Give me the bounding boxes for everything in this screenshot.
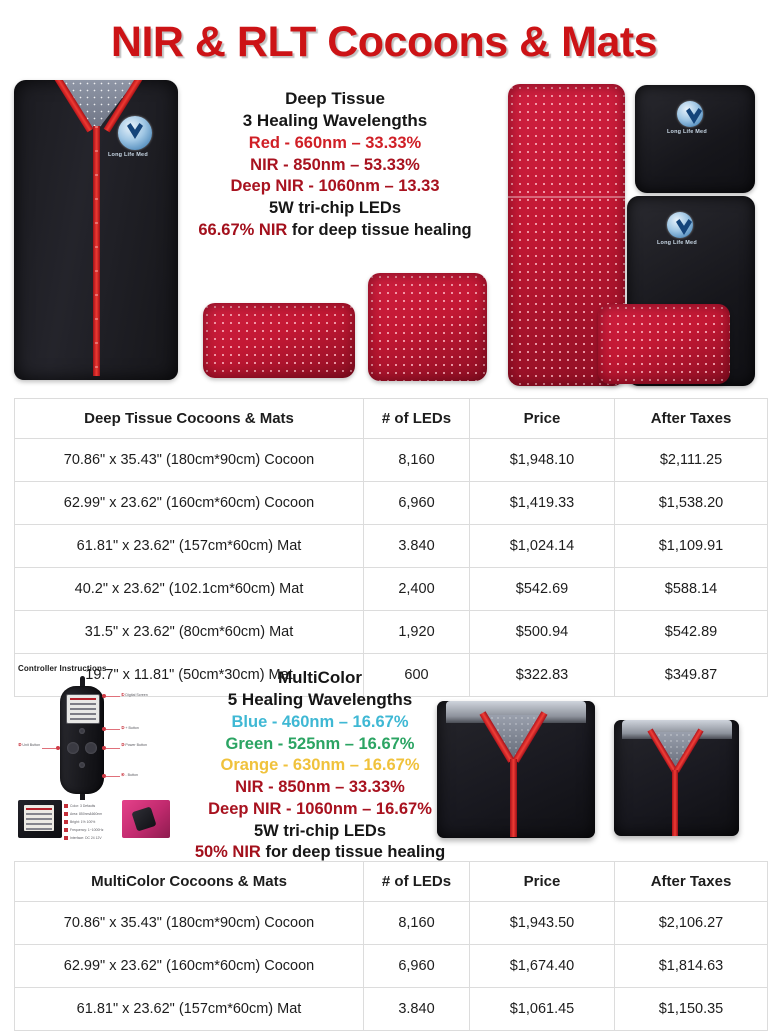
column-header-product: Deep Tissue Cocoons & Mats: [15, 399, 364, 439]
deep-tissue-footer-rest: for deep tissue healing: [287, 220, 472, 239]
multicolor-wavelength-green: Green - 525nm – 16.67%: [225, 734, 415, 753]
multicolor-footer-rest: for deep tissue healing: [260, 843, 446, 862]
table-row: [15, 988, 768, 1031]
controller-plus-button: [79, 728, 85, 734]
product-image-deep-tissue-cocoon: [14, 80, 178, 380]
table-header-row: [15, 399, 768, 439]
controller-spec-list: [64, 800, 120, 838]
multicolor-heading: MultiColor: [277, 668, 363, 687]
cell-product: 61.81" x 23.62" (157cm*60cm) Mat: [15, 988, 364, 1031]
controller-instructions-image: [18, 664, 170, 839]
cell-after-taxes: $542.89: [615, 611, 768, 654]
callout-label-screen: ① Digital Screen: [121, 693, 148, 697]
table-row: [15, 611, 768, 654]
table-row: [15, 439, 768, 482]
cell-after-taxes: $1,150.35: [615, 988, 768, 1031]
multicolor-wavelength-nir: NIR - 850nm – 33.33%: [235, 778, 405, 797]
cell-leds: 6,960: [364, 945, 470, 988]
cocoon-zipper-center: [93, 126, 100, 376]
cell-after-taxes: $2,111.25: [615, 439, 768, 482]
deep-tissue-led-note: 5W tri-chip LEDs: [268, 199, 401, 218]
cell-after-taxes: $1,109.91: [615, 525, 768, 568]
controller-instructions-title: Controller Instructions: [18, 664, 107, 673]
cell-leds: 2,400: [364, 568, 470, 611]
spec-item: Interface: DC 24 12V: [64, 836, 120, 840]
cell-product: 19.7" x 11.81" (50cm*30cm) Mat: [15, 654, 364, 697]
deep-tissue-price-table: [14, 398, 768, 697]
multicolor-wavelength-blue: Blue - 460nm – 16.67%: [231, 712, 409, 731]
brand-logo-icon: [677, 101, 703, 127]
cell-after-taxes: $2,106.27: [615, 902, 768, 945]
cocoon-zipper-center: [672, 770, 678, 836]
cell-leds: 6,960: [364, 482, 470, 525]
cell-price: $1,948.10: [470, 439, 615, 482]
callout-label-power: ③ Power Button: [121, 743, 147, 747]
page-title: NIR & RLT Cocoons & Mats: [110, 18, 658, 66]
callout-label-unit: ⑤ Unit Button: [18, 743, 41, 747]
product-image-red-mat-wide: [598, 304, 730, 384]
deep-tissue-wavelength-nir: NIR - 850nm – 53.33%: [250, 155, 420, 174]
product-image-red-mat-medium: [368, 273, 487, 381]
deep-tissue-footer: [160, 220, 510, 242]
callout-line-unit: [42, 748, 56, 749]
cell-product: 70.86" x 35.43" (180cm*90cm) Cocoon: [15, 439, 364, 482]
controller-screen-readout: [24, 805, 54, 831]
column-header-product: MultiColor Cocoons & Mats: [15, 862, 364, 902]
controller-screen-closeup: [18, 800, 62, 838]
multicolor-spec-block: [170, 667, 470, 864]
cell-after-taxes: $588.14: [615, 568, 768, 611]
deep-tissue-heading: Deep Tissue: [285, 89, 385, 108]
cell-price: $1,674.40: [470, 945, 615, 988]
cell-product: 40.2" x 23.62" (102.1cm*60cm) Mat: [15, 568, 364, 611]
cell-leds: 600: [364, 654, 470, 697]
cell-after-taxes: $1,538.20: [615, 482, 768, 525]
cell-price: $1,419.33: [470, 482, 615, 525]
multicolor-led-note: 5W tri-chip LEDs: [253, 821, 386, 840]
controller-in-use-photo: [122, 800, 170, 838]
cell-product: 31.5" x 23.62" (80cm*60cm) Mat: [15, 611, 364, 654]
cell-leds: 8,160: [364, 902, 470, 945]
deep-tissue-subheading: 3 Healing Wavelengths: [242, 111, 428, 131]
table-row: [15, 525, 768, 568]
cell-price: $322.83: [470, 654, 615, 697]
column-header-after-taxes: After Taxes: [615, 862, 768, 902]
multicolor-price-table: [14, 861, 768, 1031]
controller-minus-button: [79, 762, 85, 768]
cell-after-taxes: $349.87: [615, 654, 768, 697]
controller-power-button: [85, 742, 97, 754]
product-image-multicolor-cocoon-large: [437, 701, 595, 838]
deep-tissue-footer-accent: 66.67% NIR: [198, 220, 288, 239]
cell-product: 61.81" x 23.62" (157cm*60cm) Mat: [15, 525, 364, 568]
column-header-leds: # of LEDs: [364, 862, 470, 902]
cell-leds: 3.840: [364, 988, 470, 1031]
column-header-leds: # of LEDs: [364, 399, 470, 439]
cell-leds: 8,160: [364, 439, 470, 482]
controller-handset: [60, 686, 104, 794]
spec-item: Frequency: 1~1000Hz: [64, 828, 120, 832]
callout-label-plus: ② + Button: [121, 726, 139, 730]
table-row: [15, 902, 768, 945]
spec-item: Area: 850nm&660nm: [64, 812, 120, 816]
product-image-red-mat-small: [203, 303, 355, 378]
deep-tissue-spec-block: [160, 88, 510, 242]
spec-item: Color: 3 Defaults: [64, 804, 120, 808]
controller-digital-screen: [66, 694, 100, 724]
brand-logo-label: Long Life Med: [108, 152, 148, 158]
cell-product: 70.86" x 35.43" (180cm*90cm) Cocoon: [15, 902, 364, 945]
column-header-price: Price: [470, 399, 615, 439]
table-row: [15, 945, 768, 988]
callout-line-power: [106, 748, 120, 749]
cell-product: 62.99" x 23.62" (160cm*60cm) Cocoon: [15, 945, 364, 988]
table-row: [15, 568, 768, 611]
table-row: [15, 482, 768, 525]
controller-unit-button: [67, 742, 79, 754]
cell-price: $542.69: [470, 568, 615, 611]
callout-label-minus: ④ - Button: [121, 773, 138, 777]
callout-line-screen: [106, 696, 120, 697]
cocoon-zipper-center: [510, 759, 517, 837]
callout-line-minus: [106, 776, 120, 777]
spec-item: Bright: 1% 100%: [64, 820, 120, 824]
cell-leds: 1,920: [364, 611, 470, 654]
controller-detail-strip: [18, 800, 170, 838]
column-header-price: Price: [470, 862, 615, 902]
table-header-row: [15, 862, 768, 902]
cell-price: $1,061.45: [470, 988, 615, 1031]
cell-price: $1,943.50: [470, 902, 615, 945]
multicolor-wavelength-orange: Orange - 630nm – 16.67%: [220, 756, 420, 775]
brand-logo-icon: [118, 116, 152, 150]
deep-tissue-wavelength-deep-nir: Deep NIR - 1060nm – 13.33: [230, 177, 440, 196]
multicolor-subheading: 5 Healing Wavelengths: [227, 690, 413, 710]
callout-line-plus: [106, 729, 120, 730]
product-image-multicolor-cocoon-small: [614, 720, 739, 836]
column-header-after-taxes: After Taxes: [615, 399, 768, 439]
cell-product: 62.99" x 23.62" (160cm*60cm) Cocoon: [15, 482, 364, 525]
multicolor-wavelength-deep-nir: Deep NIR - 1060nm – 16.67%: [208, 799, 432, 818]
cell-after-taxes: $1,814.63: [615, 945, 768, 988]
callout-dot-unit: [56, 746, 60, 750]
cell-price: $1,024.14: [470, 525, 615, 568]
product-image-black-mat-small: [635, 85, 755, 193]
mat-fold-line: [508, 196, 625, 198]
brand-logo-icon: [667, 212, 693, 238]
deep-tissue-wavelength-red: Red - 660nm – 33.33%: [248, 133, 422, 152]
brand-logo-label: Long Life Med: [667, 129, 707, 135]
cell-price: $500.94: [470, 611, 615, 654]
cell-leds: 3.840: [364, 525, 470, 568]
brand-logo-label: Long Life Med: [657, 240, 697, 246]
multicolor-footer-accent: 50% NIR: [194, 843, 261, 862]
